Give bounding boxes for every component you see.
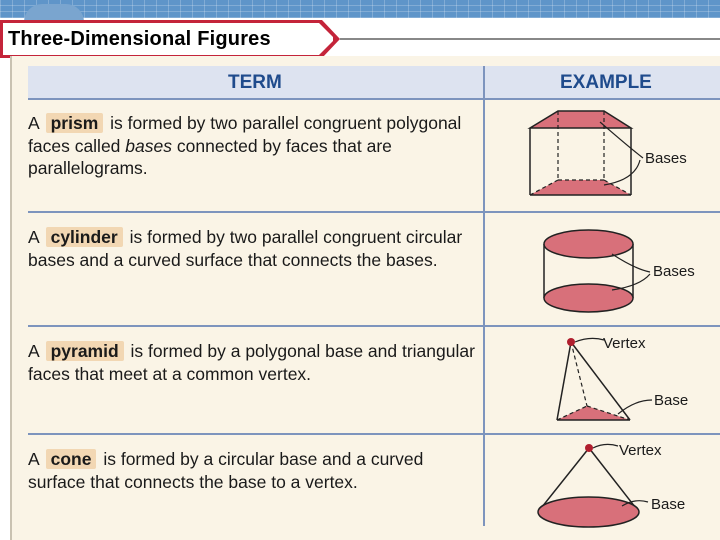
term-text: is formed by two parallel congruent polygonal faces called [28, 113, 462, 156]
title-rule [340, 38, 720, 40]
table-row-pyramid [28, 340, 478, 385]
cone-vertex-dot [585, 444, 593, 452]
page-title: Three-Dimensional Figures [8, 28, 271, 50]
term-italic-bases: bases [125, 135, 172, 156]
term-keyword-cone: cone [46, 449, 97, 469]
column-divider [483, 66, 485, 526]
term-lead: A [28, 341, 39, 361]
term-lead: A [28, 227, 39, 247]
table-row-prism [28, 112, 478, 180]
pyramid-figure [500, 328, 720, 428]
prism-figure [500, 100, 720, 210]
term-header: TERM [228, 72, 282, 93]
term-keyword-cylinder: cylinder [46, 227, 123, 247]
term-text: is formed by a polygonal base and triangular faces that meet at a common vertex. [28, 341, 475, 384]
top-decorative-strip [0, 0, 720, 18]
term-text-cont: connected by faces that are parallelograms. [28, 135, 392, 178]
row-divider [28, 433, 720, 435]
cone-base-label: Base [651, 496, 686, 513]
term-text: is formed by two parallel congruent circular bases and a curved surface that connects the bases. [28, 227, 463, 270]
pyramid-vertex-dot [567, 338, 575, 346]
cone-vertex-label: Vertex [619, 442, 662, 459]
pyramid-vertex-label: Vertex [603, 335, 646, 352]
term-keyword-pyramid: pyramid [46, 341, 124, 361]
row-divider [28, 325, 720, 327]
cylinder-figure [500, 214, 720, 324]
term-lead: A [28, 449, 39, 469]
pyramid-base-label: Base [654, 392, 689, 409]
example-header: EXAMPLE [560, 72, 652, 93]
row-divider [28, 211, 720, 213]
term-keyword-prism: prism [46, 113, 104, 133]
table-row-cone [28, 448, 478, 493]
term-text: is formed by a circular base and a curved surface that connects the base to a vertex. [28, 449, 424, 492]
cylinder-bases-label: Bases [653, 263, 695, 280]
prism-bases-label: Bases [645, 150, 687, 167]
table-row-cylinder [28, 226, 478, 271]
logo-tab [24, 4, 84, 22]
cone-figure [500, 436, 720, 540]
term-lead: A [28, 113, 39, 133]
